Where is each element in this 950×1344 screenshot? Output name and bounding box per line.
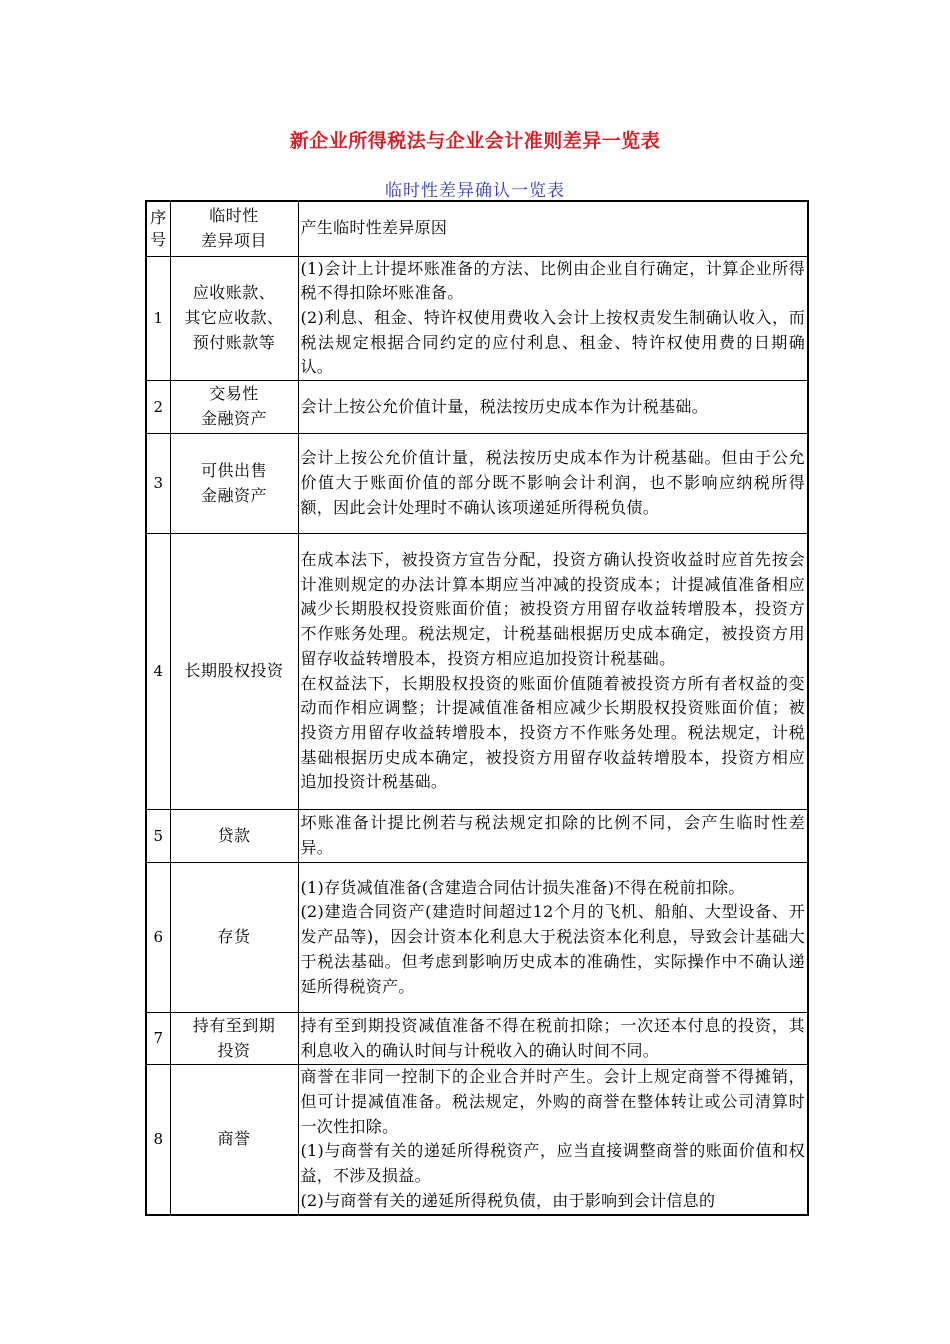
- row-item: 长期股权投资: [170, 534, 298, 810]
- reason-paragraph: (1)会计上计提坏账准备的方法、比例由企业自行确定，计算企业所得税不得扣除坏账准备。: [300, 258, 805, 303]
- table-row: [146, 1013, 808, 1065]
- reason-paragraph: 会计上按公允价值计量，税法按历史成本作为计税基础。但由于公允价值大于账面价值的部分既不影响会计利润，也不影响应纳税所得额，因此会计处理时不确认该项递延所得税负债。: [300, 448, 805, 517]
- reason-paragraph: (2)建造合同资产(建造时间超过12个月的飞机、船舶、大型设备、开发产品等)，因会计资本化利息大于税法资本化利息，导致会计基础大于税法基础。但考虑到影响历史成本的准确性，实际操作中不确认递延所得税资产。: [300, 902, 805, 996]
- row-item: 贷款: [170, 810, 298, 863]
- row-reason: [298, 434, 808, 534]
- row-number: 8: [146, 1065, 170, 1215]
- reason-paragraph: 商誉在非同一控制下的企业合并时产生。会计上规定商誉不得摊销，但可计提减值准备。税法规定，外购的商誉在整体转让或公司清算时一次性扣除。: [300, 1067, 805, 1136]
- reason-paragraph: (2)与商誉有关的递延所得税负债，由于影响到会计信息的: [300, 1190, 716, 1210]
- header-number: 序 号: [146, 201, 170, 256]
- row-number: 1: [146, 256, 170, 381]
- row-reason: [298, 256, 808, 381]
- table-header-row: [146, 201, 808, 256]
- row-reason: [298, 863, 808, 1013]
- row-number: 6: [146, 863, 170, 1013]
- reason-paragraph: 坏账准备计提比例若与税法规定扣除的比例不同，会产生临时性差异。: [300, 813, 805, 858]
- reason-paragraph: 在成本法下，被投资方宣告分配，投资方确认投资收益时应首先按会计准则规定的办法计算本期应当冲减的投资成本；计提减值准备相应减少长期股权投资账面价值；被投资方用留存收益转增股本，投资方不作账务处理。税法规定，计税基础根据历史成本确定，被投资方用留存收益转增股本，投资方相应追加投资计税基础。: [300, 550, 805, 668]
- table-row: [146, 381, 808, 434]
- row-reason: [298, 381, 808, 434]
- table-row: [146, 863, 808, 1013]
- reason-paragraph: (1)与商誉有关的递延所得税资产，应当直接调整商誉的账面价值和权益，不涉及损益。: [300, 1141, 805, 1185]
- header-item: 临时性 差异项目: [170, 201, 298, 256]
- table-row: [146, 434, 808, 534]
- table-row: [146, 256, 808, 381]
- row-number: 2: [146, 381, 170, 434]
- row-reason: [298, 1013, 808, 1065]
- row-number: 7: [146, 1013, 170, 1065]
- reason-paragraph: (1)存货减值准备(含建造合同估计损失准备)不得在税前扣除。: [300, 877, 745, 897]
- row-item: 应收账款、 其它应收款、 预付账款等: [170, 256, 298, 381]
- differences-table: [145, 200, 809, 1216]
- reason-paragraph: 在权益法下，长期股权投资的账面价值随着被投资方所有者权益的变动而作相应调整；计提减值准备相应减少长期股权投资账面价值；被投资方用留存收益转增股本，投资方不作账务处理。税法规定，计税基础根据历史成本确定，被投资方用留存收益转增股本，投资方相应追加投资计税基础。: [300, 673, 805, 792]
- document-title: 新企业所得税法与企业会计准则差异一览表: [289, 130, 661, 152]
- row-item: 交易性 金融资产: [170, 381, 298, 434]
- table-row: [146, 810, 808, 863]
- row-number: 3: [146, 434, 170, 534]
- row-item: 商誉: [170, 1065, 298, 1215]
- reason-paragraph: 持有至到期投资减值准备不得在税前扣除；一次还本付息的投资，其利息收入的确认时间与计税收入的确认时间不同。: [300, 1015, 805, 1060]
- table-row: [146, 1065, 808, 1215]
- table-subtitle: 临时性差异确认一览表: [385, 181, 565, 201]
- row-reason: [298, 534, 808, 810]
- row-item: 可供出售 金融资产: [170, 434, 298, 534]
- row-item: 持有至到期 投资: [170, 1013, 298, 1065]
- table-row: [146, 534, 808, 810]
- reason-paragraph: 会计上按公允价值计量，税法按历史成本作为计税基础。: [300, 396, 709, 416]
- row-number: 4: [146, 534, 170, 810]
- row-number: 5: [146, 810, 170, 863]
- row-reason: [298, 1065, 808, 1215]
- row-item: 存货: [170, 863, 298, 1013]
- header-reason: 产生临时性差异原因: [298, 201, 808, 256]
- row-reason: [298, 810, 808, 863]
- reason-paragraph: (2)利息、租金、特许权使用费收入会计上按权责发生制确认收入，而税法规定根据合同约定的应付利息、租金、特许权使用费的日期确认。: [300, 307, 805, 377]
